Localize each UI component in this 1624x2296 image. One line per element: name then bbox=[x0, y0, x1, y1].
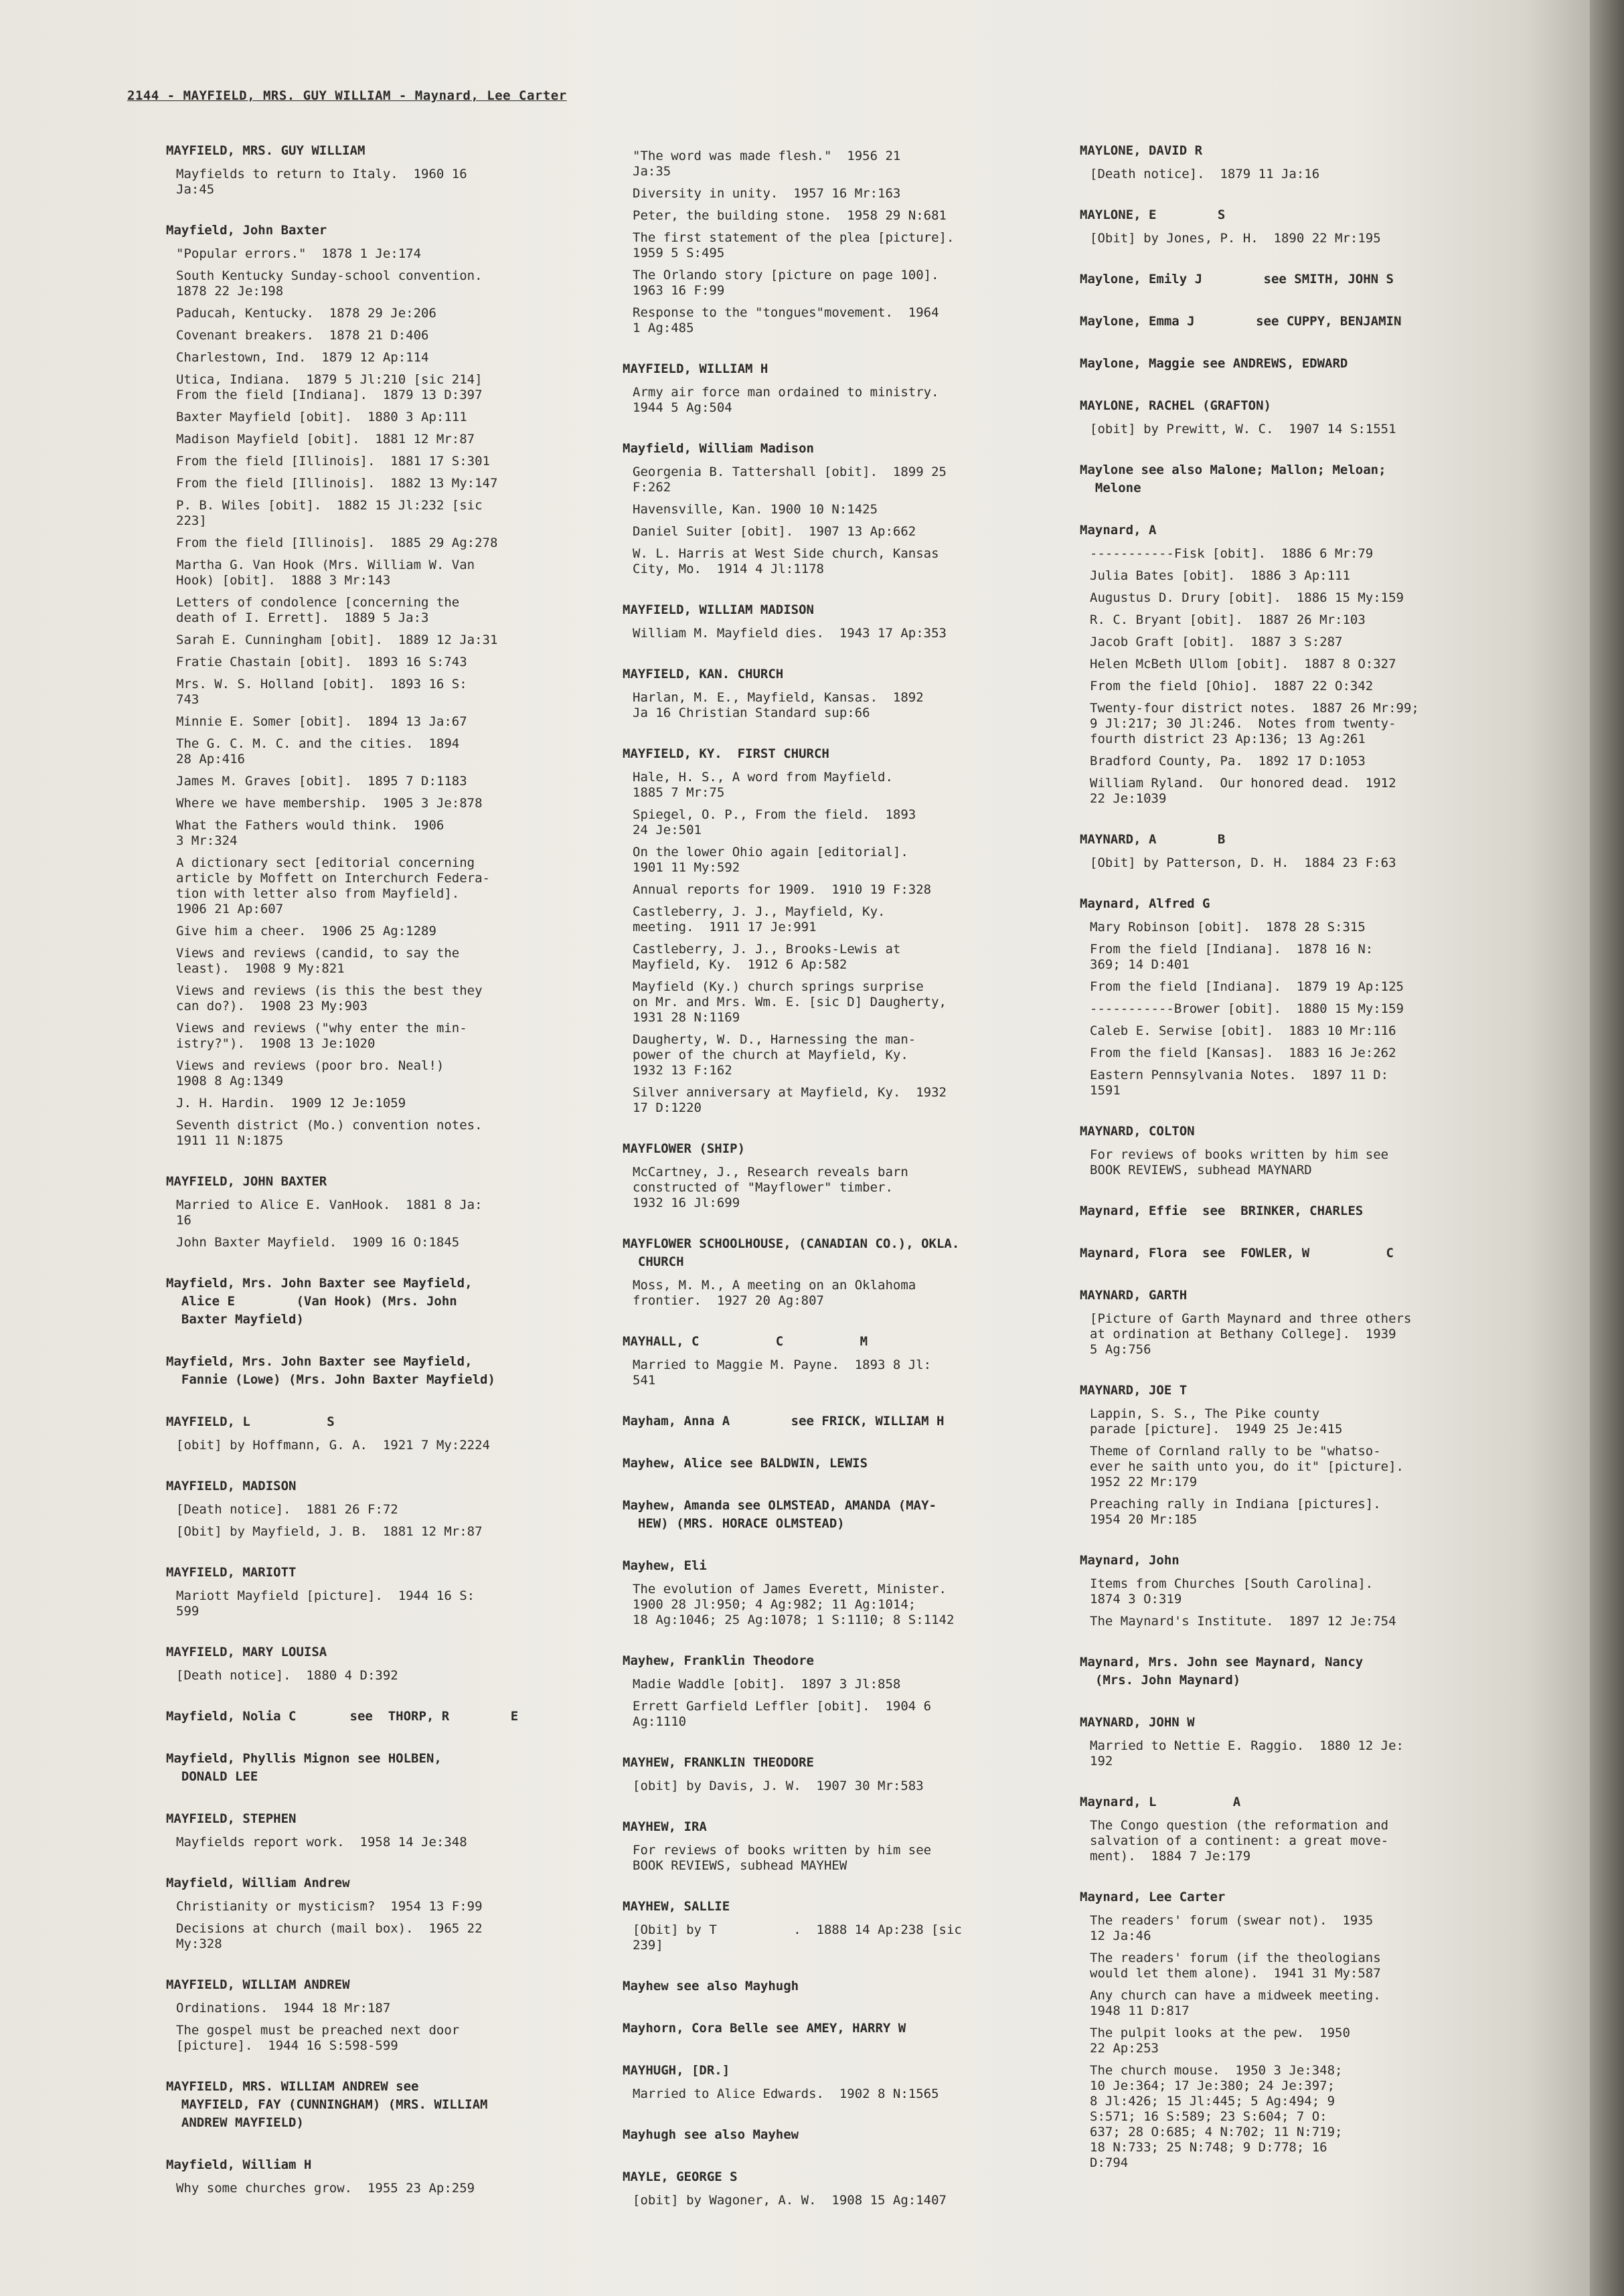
citation-line: Castleberry, J. J., Brooks-Lewis at Mayfield, Ky. 1912 6 Ap:582 bbox=[633, 942, 901, 972]
citation-line: Seventh district (Mo.) convention notes. 1911 11 N:1875 bbox=[176, 1118, 483, 1148]
entry-heading: MAYHALL, C C M bbox=[623, 1334, 868, 1349]
citation-line: Views and reviews (candid, to say the least). 1908 9 My:821 bbox=[176, 946, 460, 976]
entry-heading: MAYLE, GEORGE S bbox=[623, 2169, 738, 2184]
citation-line: Lappin, S. S., The Pike county parade [picture]. 1949 25 Je:415 bbox=[1090, 1406, 1343, 1437]
index-entry bbox=[623, 1898, 1051, 1953]
citation-line: Married to Maggie M. Payne. 1893 8 Jl: 541 bbox=[633, 1358, 932, 1388]
index-entry bbox=[166, 1564, 594, 1619]
entry-heading: MAYHUGH, [DR.] bbox=[623, 2063, 730, 2078]
citation-line: Views and reviews (poor bro. Neal!) 1908 8 Ag:1349 bbox=[176, 1058, 444, 1088]
index-entry bbox=[623, 1235, 1051, 1309]
entry-heading: Maynard, Flora see FOWLER, W C bbox=[1080, 1246, 1394, 1260]
citation-line: Eastern Pennsylvania Notes. 1897 11 D: 1591 bbox=[1090, 1068, 1389, 1098]
citation-line: Views and reviews (is this the best they can do?). 1908 23 My:903 bbox=[176, 983, 483, 1013]
citation-line: Peter, the building stone. 1958 29 N:681 bbox=[633, 208, 947, 223]
index-column-3 bbox=[1080, 142, 1542, 2195]
citation-line: "The word was made flesh." 1956 21 Ja:35 bbox=[633, 149, 901, 179]
index-entry bbox=[623, 1754, 1051, 1794]
citation-line: [Obit] by T . 1888 14 Ap:238 [sic 239] bbox=[633, 1922, 962, 1953]
entry-heading: Mayhew, Amanda see OLMSTEAD, AMANDA (MAY- HEW) (MRS. HORACE OLMSTEAD) bbox=[623, 1498, 937, 1531]
citation-line: The first statement of the plea [picture]. 1959 5 S:495 bbox=[633, 230, 955, 260]
index-entry bbox=[623, 1333, 1051, 1388]
entry-heading: MAYFIELD, JOHN BAXTER bbox=[166, 1174, 327, 1189]
citation-line: James M. Graves [obit]. 1895 7 D:1183 bbox=[176, 774, 467, 789]
entry-heading: MAYFIELD, WILLIAM MADISON bbox=[623, 602, 814, 617]
index-entry bbox=[1080, 461, 1542, 497]
citation-line: -----------Fisk [obit]. 1886 6 Mr:79 bbox=[1090, 546, 1374, 561]
citation-line: Augustus D. Drury [obit]. 1886 15 My:159 bbox=[1090, 590, 1404, 605]
index-entry bbox=[1080, 831, 1542, 871]
index-entry bbox=[166, 1810, 594, 1850]
entry-heading: MAYFIELD, MADISON bbox=[166, 1479, 297, 1493]
citation-line: Helen McBeth Ullom [obit]. 1887 8 O:327 bbox=[1090, 657, 1396, 671]
citation-line: Preaching rally in Indiana [pictures]. 1954 20 Mr:185 bbox=[1090, 1497, 1381, 1527]
citation-line: What the Fathers would think. 1906 3 Mr:324 bbox=[176, 818, 444, 848]
index-entry bbox=[623, 1557, 1051, 1628]
citation-line: Mariott Mayfield [picture]. 1944 16 S: 599 bbox=[176, 1588, 475, 1619]
index-column-1 bbox=[166, 142, 594, 2220]
entry-heading: MAYFIELD, MRS. WILLIAM ANDREW see MAYFIELD, FAY (CUNNINGHAM) (MRS. WILLIAM ANDREW MAYFIELD) bbox=[166, 2079, 488, 2130]
entry-heading: MAYLONE, DAVID R bbox=[1080, 143, 1203, 158]
entry-heading: MAYHEW, SALLIE bbox=[623, 1899, 730, 1914]
citation-line: Give him a cheer. 1906 25 Ag:1289 bbox=[176, 924, 436, 938]
entry-heading: MAYFIELD, MARIOTT bbox=[166, 1565, 297, 1580]
index-entry bbox=[166, 222, 594, 1149]
citation-line: William M. Mayfield dies. 1943 17 Ap:353 bbox=[633, 626, 947, 641]
index-entry bbox=[166, 1750, 594, 1786]
citation-line: [obit] by Wagoner, A. W. 1908 15 Ag:1407 bbox=[633, 2193, 947, 2208]
index-entry bbox=[623, 745, 1051, 1116]
citation-line: Diversity in unity. 1957 16 Mr:163 bbox=[633, 186, 901, 201]
index-entry bbox=[623, 665, 1051, 721]
index-entry bbox=[623, 1455, 1051, 1473]
entry-heading: Maynard, L A bbox=[1080, 1795, 1241, 1809]
citation-line: From the field [Indiana]. 1878 16 N: 369; 14 D:401 bbox=[1090, 942, 1374, 972]
citation-line: For reviews of books written by him see BOOK REVIEWS, subhead MAYNARD bbox=[1090, 1147, 1389, 1177]
citation-line: Silver anniversary at Mayfield, Ky. 1932 17 D:1220 bbox=[633, 1085, 947, 1115]
citation-line: Decisions at church (mail box). 1965 22 My:328 bbox=[176, 1921, 483, 1951]
citation-line: Moss, M. M., A meeting on an Oklahoma frontier. 1927 20 Ag:807 bbox=[633, 1278, 916, 1308]
citation-line: Views and reviews ("why enter the min- istry?"). 1908 13 Je:1020 bbox=[176, 1021, 467, 1051]
index-entry bbox=[1080, 1202, 1542, 1220]
entry-heading: Mayfield, William H bbox=[166, 2157, 312, 2172]
citation-line: Theme of Cornland rally to be "whatso- ever he saith unto you, do it" [picture]. 1952 22 Mr:179 bbox=[1090, 1444, 1404, 1489]
citation-line: R. C. Bryant [obit]. 1887 26 Mr:103 bbox=[1090, 612, 1366, 627]
index-entry bbox=[623, 2062, 1051, 2102]
index-entry bbox=[1080, 1244, 1542, 1262]
index-entry bbox=[166, 1173, 594, 1250]
citation-line: Sarah E. Cunningham [obit]. 1889 12 Ja:31 bbox=[176, 633, 498, 647]
entry-heading: Maylone see also Malone; Mallon; Meloan; Melone bbox=[1080, 463, 1386, 495]
entry-heading: Mayham, Anna A see FRICK, WILLIAM H bbox=[623, 1414, 945, 1428]
index-entry bbox=[623, 2020, 1051, 2038]
citation-line: John Baxter Mayfield. 1909 16 O:1845 bbox=[176, 1235, 460, 1250]
index-entry bbox=[1080, 206, 1542, 246]
citation-line: Mayfield (Ky.) church springs surprise on Mr. and Mrs. Wm. E. [sic D] Daugherty, 1931 28 N:1169 bbox=[633, 979, 947, 1025]
citation-line: Julia Bates [obit]. 1886 3 Ap:111 bbox=[1090, 568, 1350, 583]
citation-line: The Maynard's Institute. 1897 12 Je:754 bbox=[1090, 1614, 1396, 1629]
index-entry bbox=[166, 1413, 594, 1453]
citation-line: The Congo question (the reformation and salvation of a continent: a great move- ment). 1884 7 Je:179 bbox=[1090, 1818, 1389, 1864]
index-entry bbox=[166, 1275, 594, 1329]
index-entry bbox=[623, 2168, 1051, 2208]
citation-line: From the field [Illinois]. 1882 13 My:147 bbox=[176, 476, 498, 491]
citation-line: Twenty-four district notes. 1887 26 Mr:99; 9 Jl:217; 30 Jl:246. Notes from twenty- fourth district 23 Ap:136; 13 Ag:261 bbox=[1090, 701, 1419, 746]
citation-line: The gospel must be preached next door [picture]. 1944 16 S:598-599 bbox=[176, 2023, 460, 2053]
index-entry bbox=[1080, 142, 1542, 182]
entry-heading: Maynard, Lee Carter bbox=[1080, 1890, 1226, 1904]
entry-heading: MAYFLOWER (SHIP) bbox=[623, 1141, 746, 1156]
entry-heading: Mayhugh see also Mayhew bbox=[623, 2127, 799, 2142]
entry-heading: MAYFIELD, L S bbox=[166, 1414, 335, 1429]
citation-line: Errett Garfield Leffler [obit]. 1904 6 Ag:1110 bbox=[633, 1699, 932, 1729]
citation-line: Madie Waddle [obit]. 1897 3 Jl:858 bbox=[633, 1677, 901, 1692]
citation-line: Martha G. Van Hook (Mrs. William W. Van Hook) [obit]. 1888 3 Mr:143 bbox=[176, 558, 475, 588]
citation-line: Jacob Graft [obit]. 1887 3 S:287 bbox=[1090, 635, 1343, 649]
index-entry bbox=[1080, 1793, 1542, 1864]
citation-line: [obit] by Davis, J. W. 1907 30 Mr:583 bbox=[633, 1779, 924, 1793]
index-entry bbox=[1080, 397, 1542, 437]
index-entry bbox=[166, 1353, 594, 1389]
page-edge-shadow bbox=[1590, 0, 1624, 2296]
index-entry bbox=[1080, 521, 1542, 807]
citation-line: The church mouse. 1950 3 Je:348; 10 Je:364; 17 Je:380; 24 Je:397; 8 Jl:426; 15 Jl:445; 5 Ag:494; 9 S:571; 16 S:589; 23 S:604; 7 O: 637; 28 O:685; 4 N:702; 11 N:719; 18 N:733; 25 N:748; 9 D:778; 16 D:794 bbox=[1090, 2063, 1343, 2170]
index-entry bbox=[1080, 1382, 1542, 1528]
entry-heading: Mayfield, Nolia C see THORP, R E bbox=[166, 1709, 519, 1724]
entry-heading: Maylone, Maggie see ANDREWS, EDWARD bbox=[1080, 356, 1348, 371]
citation-line: The readers' forum (swear not). 1935 12 Ja:46 bbox=[1090, 1913, 1374, 1943]
citation-line: [Obit] by Jones, P. H. 1890 22 Mr:195 bbox=[1090, 231, 1381, 246]
index-entry bbox=[1080, 355, 1542, 373]
citation-line: Christianity or mysticism? 1954 13 F:99 bbox=[176, 1899, 483, 1914]
index-entry bbox=[166, 142, 594, 197]
entry-heading: Mayfield, John Baxter bbox=[166, 223, 327, 238]
citation-line: Letters of condolence [concerning the death of I. Errett]. 1889 5 Ja:3 bbox=[176, 595, 460, 625]
entry-heading: MAYFIELD, KAN. CHURCH bbox=[623, 667, 784, 681]
citation-line: Mayfields report work. 1958 14 Je:348 bbox=[176, 1835, 467, 1850]
entry-heading: Maynard, A bbox=[1080, 523, 1157, 538]
citation-line: From the field [Indiana]. 1879 19 Ap:125 bbox=[1090, 979, 1404, 994]
index-entry bbox=[623, 2126, 1051, 2144]
citation-line: From the field [Kansas]. 1883 16 Je:262 bbox=[1090, 1046, 1396, 1060]
index-entry bbox=[1080, 1714, 1542, 1769]
citation-line: The Orlando story [picture on page 100]. 1963 16 F:99 bbox=[633, 268, 939, 298]
entry-heading: Maynard, Effie see BRINKER, CHARLES bbox=[1080, 1204, 1364, 1218]
entry-heading: Mayfield, William Andrew bbox=[166, 1876, 350, 1890]
index-entry bbox=[1080, 895, 1542, 1098]
citation-line: Bradford County, Pa. 1892 17 D:1053 bbox=[1090, 754, 1366, 768]
entry-heading: MAYLONE, E S bbox=[1080, 208, 1226, 222]
entry-heading: MAYFIELD, MARY LOUISA bbox=[166, 1645, 327, 1659]
citation-line: P. B. Wiles [obit]. 1882 15 Jl:232 [sic 223] bbox=[176, 498, 483, 528]
entry-heading: Maynard, John bbox=[1080, 1553, 1180, 1568]
citation-line: Any church can have a midweek meeting. 1948 11 D:817 bbox=[1090, 1988, 1381, 2018]
index-entry bbox=[623, 1412, 1051, 1430]
entry-heading: Mayhew, Eli bbox=[623, 1558, 707, 1573]
index-entry bbox=[1080, 1888, 1542, 2171]
citation-line: Charlestown, Ind. 1879 12 Ap:114 bbox=[176, 350, 429, 365]
index-entry bbox=[1080, 1552, 1542, 1629]
citation-line: William Ryland. Our honored dead. 1912 22 Je:1039 bbox=[1090, 776, 1396, 806]
entry-heading: MAYNARD, A B bbox=[1080, 832, 1226, 847]
index-entry bbox=[166, 1874, 594, 1952]
citation-line: Covenant breakers. 1878 21 D:406 bbox=[176, 328, 429, 343]
index-entry bbox=[1080, 313, 1542, 331]
citation-line: [obit] by Prewitt, W. C. 1907 14 S:1551 bbox=[1090, 422, 1396, 436]
index-entry bbox=[166, 1477, 594, 1540]
citation-line: Why some churches grow. 1955 23 Ap:259 bbox=[176, 2181, 475, 2196]
citation-line: Mayfields to return to Italy. 1960 16 Ja:45 bbox=[176, 167, 467, 197]
index-entry bbox=[623, 360, 1051, 416]
entry-heading: MAYNARD, JOHN W bbox=[1080, 1715, 1195, 1730]
entry-heading: MAYFIELD, STEPHEN bbox=[166, 1811, 297, 1826]
entry-heading: Maynard, Alfred G bbox=[1080, 896, 1210, 911]
citation-line: Hale, H. S., A word from Mayfield. 1885 7 Mr:75 bbox=[633, 770, 893, 800]
citation-line: Caleb E. Serwise [obit]. 1883 10 Mr:116 bbox=[1090, 1023, 1396, 1038]
entry-heading: Mayhorn, Cora Belle see AMEY, HARRY W bbox=[623, 2021, 906, 2036]
citation-line: Minnie E. Somer [obit]. 1894 13 Ja:67 bbox=[176, 714, 467, 729]
citation-line: J. H. Hardin. 1909 12 Je:1059 bbox=[176, 1096, 406, 1111]
index-column-2 bbox=[623, 142, 1051, 2232]
entry-heading: MAYLONE, RACHEL (GRAFTON) bbox=[1080, 398, 1271, 413]
citation-line: Havensville, Kan. 1900 10 N:1425 bbox=[633, 502, 878, 517]
citation-line: [Picture of Garth Maynard and three others at ordination at Bethany College]. 1939 5 Ag:756 bbox=[1090, 1311, 1412, 1357]
citation-line: The pulpit looks at the pew. 1950 22 Ap:253 bbox=[1090, 2026, 1350, 2056]
citation-line: Response to the "tongues"movement. 1964 1 Ag:485 bbox=[633, 305, 939, 335]
citation-line: [Death notice]. 1881 26 F:72 bbox=[176, 1502, 398, 1517]
citation-line: Army air force man ordained to ministry. 1944 5 Ag:504 bbox=[633, 385, 939, 415]
citation-line: Utica, Indiana. 1879 5 Jl:210 [sic 214] From the field [Indiana]. 1879 13 D:397 bbox=[176, 372, 483, 402]
citation-line: Daniel Suiter [obit]. 1907 13 Ap:662 bbox=[633, 524, 916, 539]
index-entry bbox=[166, 1643, 594, 1684]
entry-heading: MAYFIELD, WILLIAM H bbox=[623, 361, 768, 376]
entry-heading: MAYHEW, FRANKLIN THEODORE bbox=[623, 1755, 814, 1770]
citation-line: Georgenia B. Tattershall [obit]. 1899 25 F:262 bbox=[633, 465, 947, 495]
entry-heading: MAYNARD, GARTH bbox=[1080, 1288, 1188, 1303]
citation-line: Madison Mayfield [obit]. 1881 12 Mr:87 bbox=[176, 432, 475, 446]
index-entry bbox=[623, 440, 1051, 577]
entry-heading: Mayfield, Phyllis Mignon see HOLBEN, DONALD LEE bbox=[166, 1751, 442, 1784]
citation-line: From the field [Ohio]. 1887 22 O:342 bbox=[1090, 679, 1374, 693]
citation-line: Spiegel, O. P., From the field. 1893 24 Je:501 bbox=[633, 807, 916, 837]
citation-line: Castleberry, J. J., Mayfield, Ky. meeting. 1911 17 Je:991 bbox=[633, 904, 886, 934]
citation-line: From the field [Illinois]. 1885 29 Ag:278 bbox=[176, 536, 498, 550]
entry-heading: Mayhew, Alice see BALDWIN, LEWIS bbox=[623, 1456, 868, 1471]
citation-line: The evolution of James Everett, Minister. 1900 28 Jl:950; 4 Ag:982; 11 Ag:1014; 18 Ag:1046; 25 Ag:1078; 1 S:1110; 8 S:1142 bbox=[633, 1582, 955, 1627]
citation-line: Paducah, Kentucky. 1878 29 Je:206 bbox=[176, 306, 436, 321]
entry-heading: MAYNARD, COLTON bbox=[1080, 1124, 1195, 1139]
citation-line: For reviews of books written by him see BOOK REVIEWS, subhead MAYHEW bbox=[633, 1843, 932, 1873]
index-entry bbox=[623, 149, 1051, 336]
index-entry bbox=[166, 2078, 594, 2132]
citation-line: Where we have membership. 1905 3 Je:878 bbox=[176, 796, 483, 811]
entry-heading: MAYFLOWER SCHOOLHOUSE, (CANADIAN CO.), OKLA. CHURCH bbox=[623, 1236, 960, 1269]
citation-line: Married to Nettie E. Raggio. 1880 12 Je: 192 bbox=[1090, 1738, 1404, 1769]
index-entry bbox=[1080, 1653, 1542, 1690]
entry-heading: Mayfield, William Madison bbox=[623, 441, 814, 456]
index-entry bbox=[166, 1708, 594, 1726]
citation-line: Married to Alice E. VanHook. 1881 8 Ja: 16 bbox=[176, 1198, 483, 1228]
citation-line: Baxter Mayfield [obit]. 1880 3 Ap:111 bbox=[176, 410, 467, 424]
index-entry bbox=[166, 1976, 594, 2054]
index-entry bbox=[623, 1140, 1051, 1211]
citation-line: Married to Alice Edwards. 1902 8 N:1565 bbox=[633, 2086, 939, 2101]
entry-heading: Mayfield, Mrs. John Baxter see Mayfield, Fannie (Lowe) (Mrs. John Baxter Mayfield) bbox=[166, 1354, 495, 1387]
entry-heading: Mayhew, Franklin Theodore bbox=[623, 1653, 814, 1668]
citation-line: [Obit] by Mayfield, J. B. 1881 12 Mr:87 bbox=[176, 1524, 483, 1539]
citation-line: [Death notice]. 1880 4 D:392 bbox=[176, 1668, 398, 1683]
index-entry bbox=[623, 1977, 1051, 1995]
index-entry bbox=[1080, 1123, 1542, 1178]
index-entry bbox=[1080, 270, 1542, 289]
index-entry bbox=[623, 601, 1051, 641]
index-entry bbox=[623, 1497, 1051, 1533]
citation-line: W. L. Harris at West Side church, Kansas City, Mo. 1914 4 Jl:1178 bbox=[633, 546, 939, 576]
entry-heading: Mayfield, Mrs. John Baxter see Mayfield, Alice E (Van Hook) (Mrs. John Baxter Mayfield) bbox=[166, 1276, 473, 1327]
entry-heading: MAYFIELD, WILLIAM ANDREW bbox=[166, 1977, 350, 1992]
citation-line: On the lower Ohio again [editorial]. 1901 11 My:592 bbox=[633, 845, 908, 875]
citation-line: [obit] by Hoffmann, G. A. 1921 7 My:2224 bbox=[176, 1438, 490, 1453]
citation-line: McCartney, J., Research reveals barn constructed of "Mayflower" timber. 1932 16 Jl:699 bbox=[633, 1165, 908, 1210]
entry-heading: Maylone, Emma J see CUPPY, BENJAMIN bbox=[1080, 314, 1402, 329]
citation-line: Items from Churches [South Carolina]. 1874 3 O:319 bbox=[1090, 1576, 1374, 1607]
citation-line: Mary Robinson [obit]. 1878 28 S:315 bbox=[1090, 920, 1366, 934]
entry-heading: Maylone, Emily J see SMITH, JOHN S bbox=[1080, 272, 1394, 286]
citation-line: The readers' forum (if the theologians would let them alone). 1941 31 My:587 bbox=[1090, 1951, 1381, 1981]
citation-line: South Kentucky Sunday-school convention. 1878 22 Je:198 bbox=[176, 268, 483, 299]
citation-line: Daugherty, W. D., Harnessing the man- power of the church at Mayfield, Ky. 1932 13 F:162 bbox=[633, 1032, 916, 1078]
entry-heading: Maynard, Mrs. John see Maynard, Nancy (Mrs. John Maynard) bbox=[1080, 1655, 1364, 1688]
citation-line: Mrs. W. S. Holland [obit]. 1893 16 S: 743 bbox=[176, 677, 467, 707]
index-entry bbox=[1080, 1287, 1542, 1358]
citation-line: Fratie Chastain [obit]. 1893 16 S:743 bbox=[176, 655, 467, 669]
entry-heading: Mayhew see also Mayhugh bbox=[623, 1979, 799, 1993]
entry-heading: MAYNARD, JOE T bbox=[1080, 1383, 1188, 1398]
citation-line: Annual reports for 1909. 1910 19 F:328 bbox=[633, 882, 932, 897]
citation-line: "Popular errors." 1878 1 Je:174 bbox=[176, 246, 422, 261]
page-header: 2144 - MAYFIELD, MRS. GUY WILLIAM - Maynard, Lee Carter bbox=[127, 88, 567, 103]
citation-line: Harlan, M. E., Mayfield, Kansas. 1892 Ja 16 Christian Standard sup:66 bbox=[633, 690, 924, 720]
citation-line: [Death notice]. 1879 11 Ja:16 bbox=[1090, 167, 1320, 181]
index-entry bbox=[166, 2156, 594, 2196]
citation-line: [Obit] by Patterson, D. H. 1884 23 F:63 bbox=[1090, 855, 1396, 870]
entry-heading: MAYHEW, IRA bbox=[623, 1819, 707, 1834]
citation-line: Ordinations. 1944 18 Mr:187 bbox=[176, 2001, 391, 2016]
entry-heading: MAYFIELD, MRS. GUY WILLIAM bbox=[166, 143, 366, 158]
citation-line: -----------Brower [obit]. 1880 15 My:159 bbox=[1090, 1001, 1404, 1016]
entry-heading: MAYFIELD, KY. FIRST CHURCH bbox=[623, 746, 829, 761]
citation-line: A dictionary sect [editorial concerning article by Moffett on Interchurch Federa- tion with letter also from Mayfield]. 1906 21 Ap:607 bbox=[176, 855, 490, 916]
citation-line: The G. C. M. C. and the cities. 1894 28 Ap:416 bbox=[176, 736, 460, 766]
index-entry bbox=[623, 1652, 1051, 1730]
index-entry bbox=[623, 1818, 1051, 1874]
citation-line: From the field [Illinois]. 1881 17 S:301 bbox=[176, 454, 490, 469]
